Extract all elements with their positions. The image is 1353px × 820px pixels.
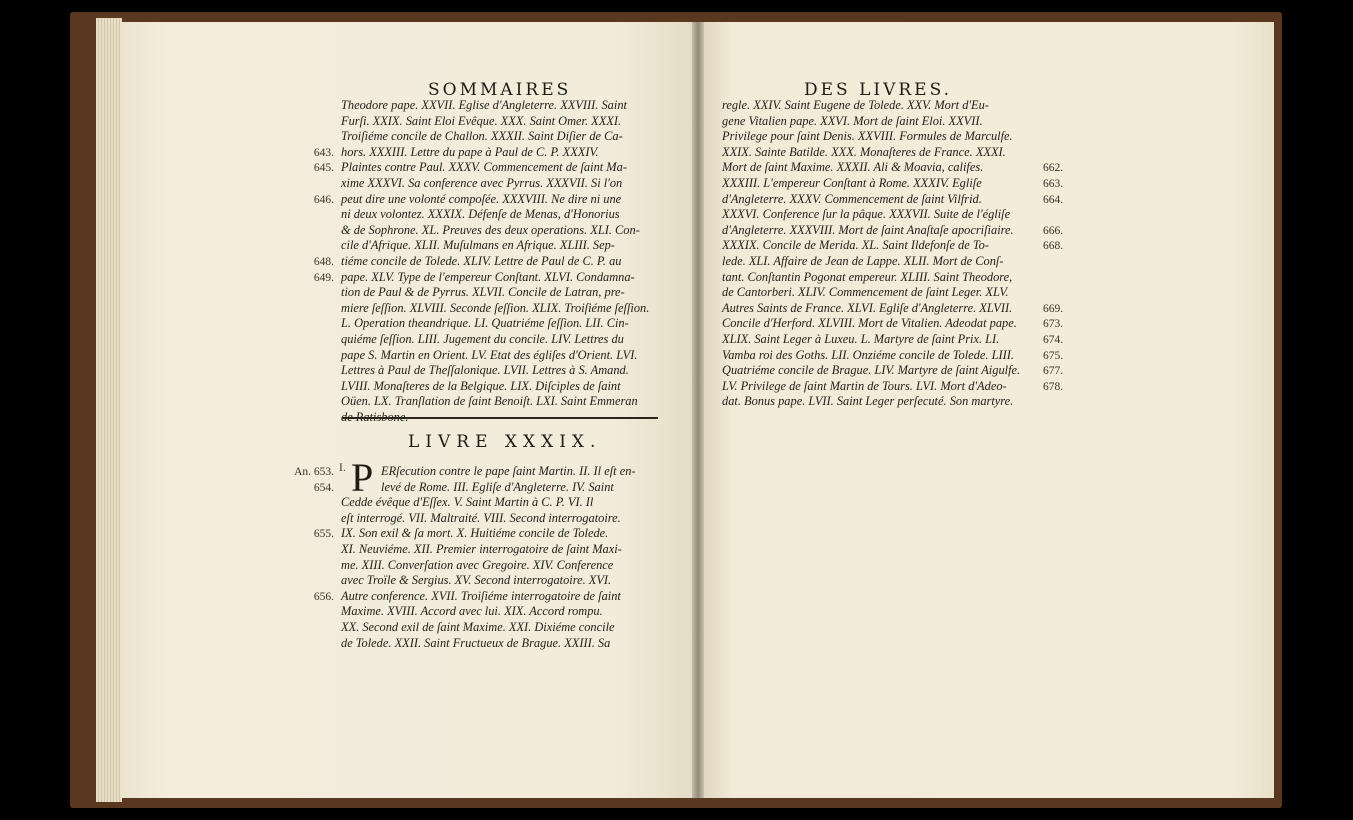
margin-page-number: An. 653. <box>294 466 334 478</box>
text-line: miere ſeſſion. XLVIII. Seconde ſeſſion. XLIX. Troiſiéme ſeſſion. <box>341 300 650 315</box>
text-line: avec Troïle & Sergius. XV. Second interrogatoire. XVI. <box>341 573 612 588</box>
text-line: Troiſiéme concile de Challon. XXXII. Saint Diſier de Ca- <box>341 129 623 144</box>
text-line: Maxime. XVIII. Accord avec lui. XIX. Accord rompu. <box>341 604 603 619</box>
text-line: Plaintes contre Paul. XXXV. Commencement de ſaint Ma- <box>341 160 627 175</box>
margin-page-number: 663. <box>1043 178 1064 190</box>
margin-page-number: 674. <box>1043 334 1064 346</box>
text-line: Autre conference. XVII. Troiſiéme interrogatoire de ſaint <box>341 588 621 603</box>
text-line: me. XIII. Converſation avec Gregoire. XIV. Conference <box>341 557 614 572</box>
text-line: lede. XLI. Affaire de Jean de Lappe. XLII. Mort de Conſ- <box>722 253 1004 268</box>
text-line: tant. Conſtantin Pogonat empereur. XLIII. Saint Theodore, <box>722 269 1013 284</box>
left-running-heading: SOMMAIRES <box>428 80 572 100</box>
margin-page-number: 646. <box>313 193 334 206</box>
text-line: hors. XXXIII. Lettre du pape à Paul de C. P. XXXIV. <box>341 144 599 159</box>
text-line: Mort de ſaint Maxime. XXXII. Ali & Moavia, califes. <box>722 160 984 175</box>
text-line: Oüen. LX. Tranſlation de ſaint Benoiſt. LXI. Saint Emmeran <box>341 394 638 409</box>
text-line: L. Operation theandrique. LI. Quatriéme ſeſſion. LII. Cin- <box>341 316 629 331</box>
text-line: tion de Paul & de Pyrrus. XLVII. Concile de Latran, pre- <box>341 285 625 300</box>
text-line: d'Angleterre. XXXV. Commencement de ſaint Vilfrid. <box>722 191 982 206</box>
margin-page-number: 649. <box>313 271 334 284</box>
margin-page-number: 669. <box>1043 302 1064 315</box>
text-line: XX. Second exil de ſaint Maxime. XXI. Dixiéme concile <box>341 619 615 634</box>
margin-page-number: 675. <box>1043 349 1064 362</box>
text-line: tiéme concile de Tolede. XLIV. Lettre de Paul de C. P. au <box>341 253 622 268</box>
text-line: XXIX. Sainte Batilde. XXX. Monaſteres de France. XXXI. <box>722 144 1006 159</box>
text-line: XXXIX. Concile de Merida. XL. Saint Ildefonſe de To- <box>722 238 989 253</box>
text-line: peut dire une volonté compoſée. XXXVIII. Ne dire ni une <box>341 191 622 206</box>
text-line: LVIII. Monaſteres de la Belgique. LIX. Diſciples de ſaint <box>341 378 621 393</box>
text-line: quiéme ſeſſion. LIII. Jugement du concile. LIV. Lettres du <box>341 331 624 346</box>
text-line: Privilege pour ſaint Denis. XXVIII. Formules de Marculfe. <box>722 129 1013 144</box>
margin-page-number: 654. <box>313 481 334 494</box>
text-line: Theodore pape. XXVII. Eglise d'Angleterre. XXVIII. Saint <box>341 98 627 112</box>
margin-page-number: 664. <box>1043 193 1064 206</box>
margin-page-number: 668. <box>1043 240 1064 253</box>
text-line: Lettres à Paul de Theſſalonique. LVII. Lettres à S. Amand. <box>341 363 629 378</box>
text-line: LV. Privilege de ſaint Martin de Tours. LVI. Mort d'Adeo- <box>722 378 1007 393</box>
first-entry-number: I. <box>339 462 346 474</box>
text-line: pape. XLV. Type de l'empereur Conſtant. XLVI. Condamna- <box>341 269 635 284</box>
text-line: levé de Rome. III. Egliſe d'Angleterre. IV. Saint <box>381 479 614 494</box>
book-gutter <box>692 22 704 798</box>
text-line: Furſi. XXIX. Saint Eloi Evêque. XXX. Saint Omer. XXXI. <box>341 113 622 128</box>
text-line: xime XXXVI. Sa conference avec Pyrrus. XXXVII. Si l'on <box>341 175 623 190</box>
text-line: XLIX. Saint Leger à Luxeu. L. Martyre de ſaint Prix. LI. <box>722 331 1000 346</box>
text-line: Autres Saints de France. XLVI. Egliſe d'Angleterre. XLVII. <box>722 300 1013 315</box>
text-line: de Cantorberi. XLIV. Commencement de ſaint Leger. XLV. <box>722 285 1009 300</box>
text-line: eſt interrogé. VII. Maltraité. VIII. Second interrogatoire. <box>341 510 621 525</box>
margin-page-number: 673. <box>1043 318 1064 331</box>
text-line: dat. Bonus pape. LVII. Saint Leger perſecuté. Son martyre. <box>722 394 1014 409</box>
section-rule <box>342 417 658 419</box>
margin-page-number: 643. <box>313 146 334 159</box>
book-contents-block <box>339 455 663 651</box>
summary-text-block <box>341 98 663 425</box>
text-line: ERſecution contre le pape ſaint Martin. II. Il eſt en- <box>381 464 636 478</box>
text-line: pape S. Martin en Orient. LV. Etat des égliſes d'Orient. LVI. <box>341 347 638 362</box>
margin-page-number: 648. <box>313 256 334 268</box>
text-line: & de Sophrone. XL. Preuves des deux operations. XLI. Con- <box>341 222 640 237</box>
text-line: Vamba roi des Goths. LII. Onziéme concile de Tolede. LIII. <box>722 347 1014 362</box>
text-line: Concile d'Herford. XLVIII. Mort de Vitalien. Adeodat pape. <box>722 316 1017 331</box>
book-title: LIVRE XXXIX. <box>408 432 602 452</box>
text-line: d'Angleterre. XXXVIII. Mort de ſaint Anaſtaſe apocriſiaire. <box>722 222 1014 237</box>
margin-page-number: 678. <box>1043 380 1064 393</box>
text-line: IX. Son exil & ſa mort. X. Huitiéme concile de Tolede. <box>341 526 609 541</box>
margin-page-number: 655. <box>313 528 334 541</box>
text-line: XI. Neuviéme. XII. Premier interrogatoire de ſaint Maxi- <box>341 541 622 556</box>
right-running-heading: DES LIVRES. <box>804 80 953 100</box>
margin-page-number: 677. <box>1043 365 1064 378</box>
margin-page-number: 666. <box>1043 224 1064 237</box>
margin-page-number: 656. <box>313 590 334 603</box>
margin-page-number: 662. <box>1043 162 1064 175</box>
page-edges <box>96 18 122 802</box>
text-line: gene Vitalien pape. XXVI. Mort de ſaint Eloi. XXVII. <box>722 113 983 128</box>
margin-page-number: 645. <box>313 162 334 175</box>
text-line: XXXIII. L'empereur Conſtant à Rome. XXXIV. Egliſe <box>722 175 982 190</box>
text-line: ni deux volontez. XXXIX. Défenſe de Menas, d'Honorius <box>341 207 620 222</box>
text-line: cile d'Afrique. XLII. Muſulmans en Afrique. XLIII. Sep- <box>341 238 615 253</box>
text-line: Quatriéme concile de Brague. LIV. Martyre de ſaint Aigulfe. <box>722 363 1021 378</box>
drop-cap-letter: P <box>351 455 374 500</box>
text-line: de Tolede. XXII. Saint Fructueux de Brague. XXIII. Sa <box>341 635 611 650</box>
text-line: regle. XXIV. Saint Eugene de Tolede. XXV. Mort d'Eu- <box>722 98 989 112</box>
text-line: Cedde évêque d'Eſſex. V. Saint Martin à C. P. VI. Il <box>341 495 594 510</box>
text-line: XXXVI. Conference ſur la pâque. XXXVII. Suite de l'égliſe <box>722 207 1011 222</box>
right-text-block <box>722 98 1038 410</box>
